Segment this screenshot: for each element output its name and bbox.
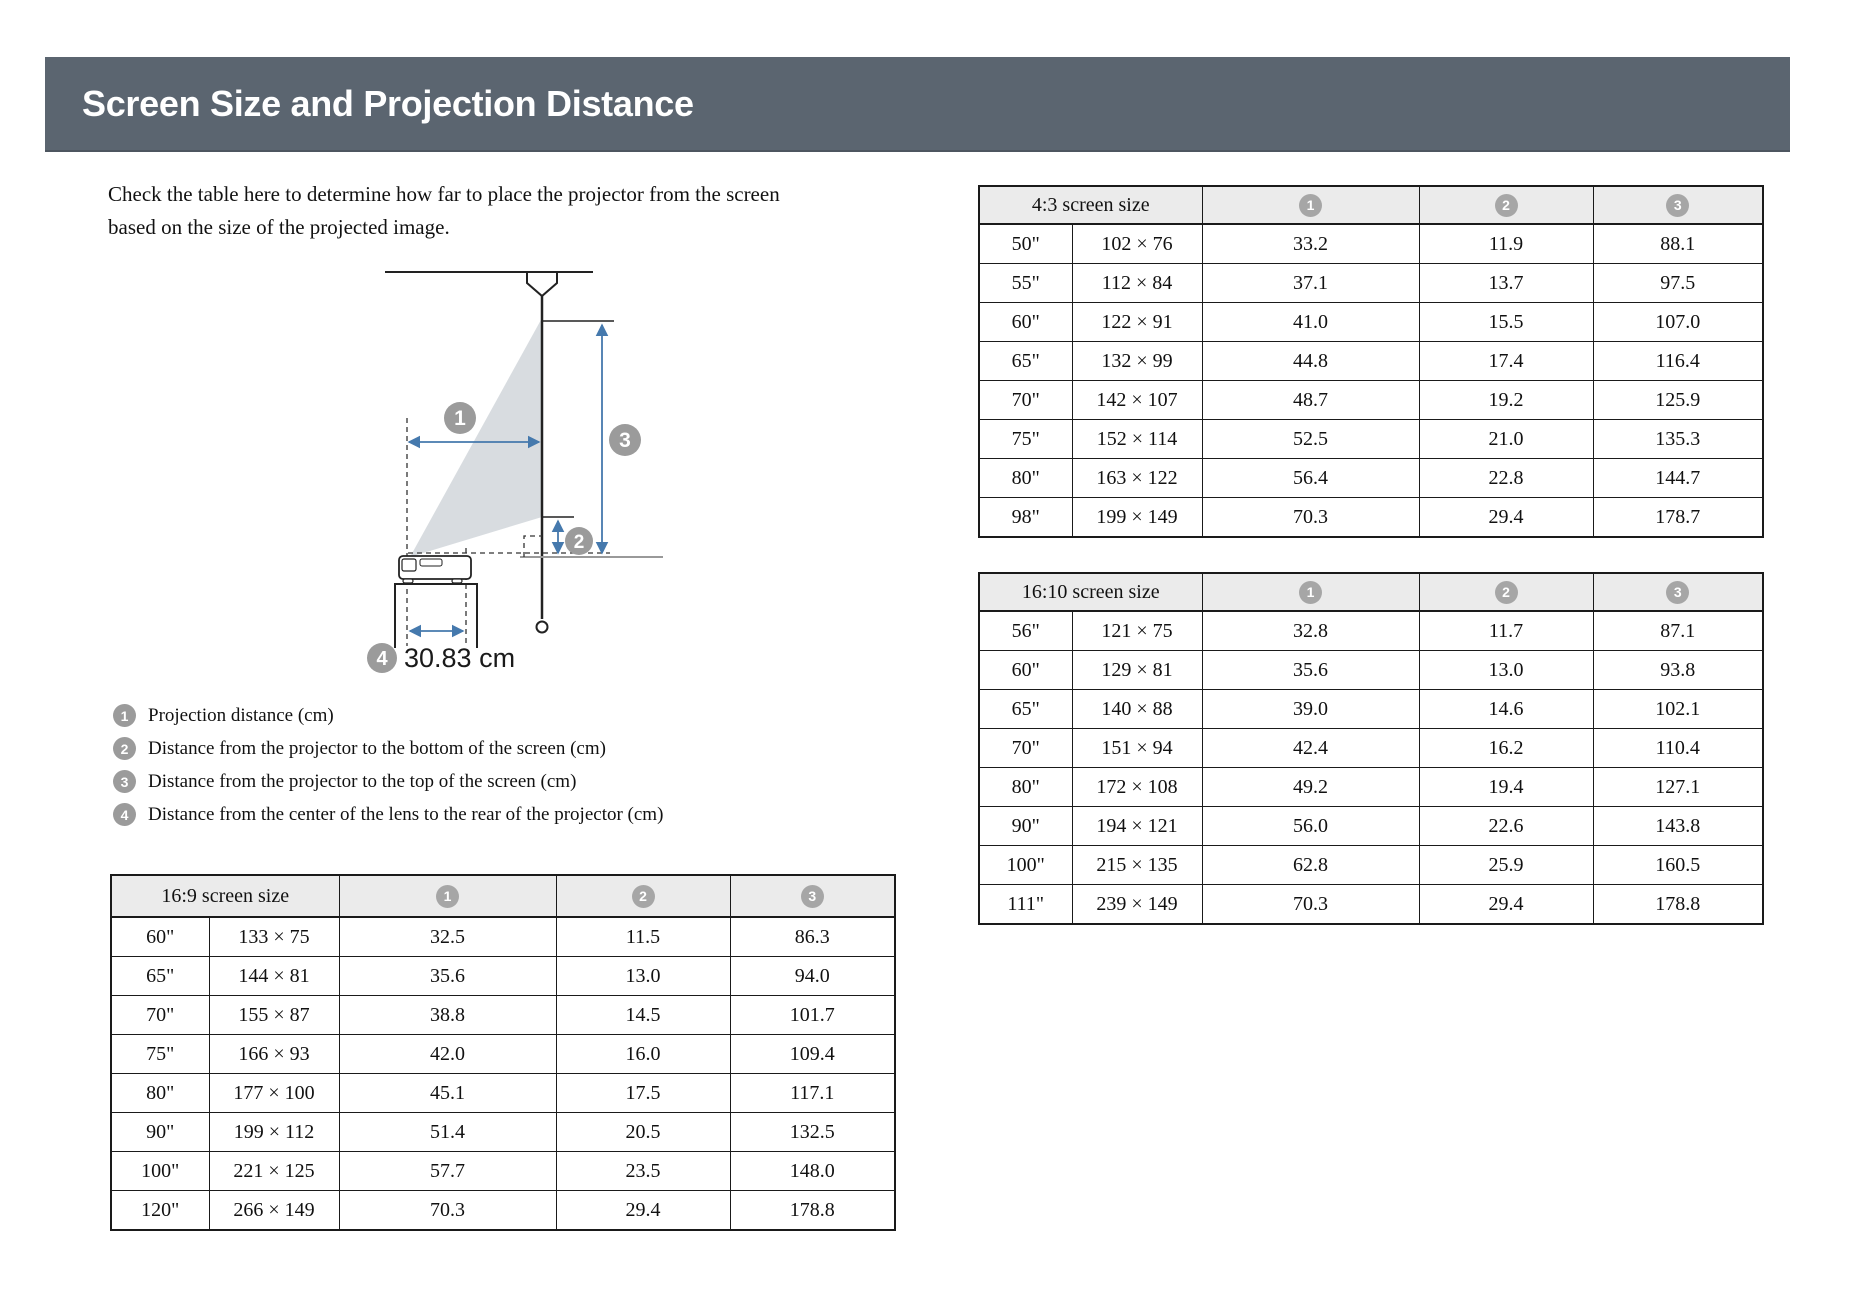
dashed-step <box>524 536 542 557</box>
top-distance-cell: 87.1 <box>1593 611 1763 651</box>
top-distance-cell: 107.0 <box>1593 303 1763 342</box>
size-cell: 80" <box>111 1074 209 1113</box>
dimensions-cell: 239 × 149 <box>1072 885 1202 925</box>
circled-number-icon: 1 <box>1299 581 1322 604</box>
size-cell: 120" <box>111 1191 209 1231</box>
projection-distance-cell: 41.0 <box>1202 303 1419 342</box>
top-distance-cell: 143.8 <box>1593 807 1763 846</box>
projection-distance-diagram <box>290 250 730 690</box>
bottom-distance-cell: 16.0 <box>556 1035 730 1074</box>
size-cell: 55" <box>979 264 1072 303</box>
callout-1 <box>444 402 476 434</box>
size-cell: 60" <box>979 651 1072 690</box>
dimensions-cell: 155 × 87 <box>209 996 339 1035</box>
bottom-distance-cell: 19.2 <box>1419 381 1593 420</box>
legend-item <box>113 803 663 826</box>
table-row <box>979 729 1763 768</box>
projection-distance-cell: 51.4 <box>339 1113 556 1152</box>
table-header-row <box>111 875 895 917</box>
size-cell: 75" <box>111 1035 209 1074</box>
size-cell: 56" <box>979 611 1072 651</box>
circled-number-icon: 1 <box>436 885 459 908</box>
top-distance-cell: 86.3 <box>730 917 895 957</box>
measurement-legend <box>113 704 663 826</box>
projection-distance-cell: 33.2 <box>1202 224 1419 264</box>
table-row <box>111 1074 895 1113</box>
legend-number-badge: 3 <box>113 770 136 793</box>
table-title-cell: 4:3 screen size <box>979 186 1202 224</box>
projection-distance-cell: 52.5 <box>1202 420 1419 459</box>
top-distance-cell: 117.1 <box>730 1074 895 1113</box>
table-row <box>111 957 895 996</box>
col-header-bottom-distance <box>556 875 730 917</box>
table-row <box>979 885 1763 925</box>
table-row <box>111 1152 895 1191</box>
top-distance-cell: 102.1 <box>1593 690 1763 729</box>
bottom-distance-cell: 13.0 <box>1419 651 1593 690</box>
size-cell: 65" <box>979 342 1072 381</box>
bottom-distance-cell: 17.5 <box>556 1074 730 1113</box>
dimensions-cell: 112 × 84 <box>1072 264 1202 303</box>
dimensions-cell: 152 × 114 <box>1072 420 1202 459</box>
lens-to-rear-distance-label: 30.83 cm <box>404 643 516 673</box>
size-cell: 100" <box>979 846 1072 885</box>
size-cell: 98" <box>979 498 1072 538</box>
legend-item <box>113 737 663 760</box>
dimensions-cell: 194 × 121 <box>1072 807 1202 846</box>
size-cell: 70" <box>979 381 1072 420</box>
bottom-distance-cell: 29.4 <box>556 1191 730 1231</box>
bottom-distance-cell: 13.0 <box>556 957 730 996</box>
bottom-distance-cell: 15.5 <box>1419 303 1593 342</box>
intro-line: based on the size of the projected image. <box>108 215 450 239</box>
bottom-distance-cell: 11.5 <box>556 917 730 957</box>
intro-line: Check the table here to determine how far to place the projector from the screen <box>108 182 780 206</box>
svg-text:4: 4 <box>376 648 388 670</box>
top-distance-cell: 109.4 <box>730 1035 895 1074</box>
table-row <box>979 342 1763 381</box>
dimensions-cell: 142 × 107 <box>1072 381 1202 420</box>
size-cell: 70" <box>111 996 209 1035</box>
col-header-bottom-distance <box>1419 573 1593 611</box>
top-distance-cell: 160.5 <box>1593 846 1763 885</box>
dimensions-cell: 102 × 76 <box>1072 224 1202 264</box>
size-cell: 100" <box>111 1152 209 1191</box>
bottom-distance-cell: 19.4 <box>1419 768 1593 807</box>
bottom-distance-cell: 11.9 <box>1419 224 1593 264</box>
size-cell: 60" <box>111 917 209 957</box>
projection-distance-cell: 42.0 <box>339 1035 556 1074</box>
table-row <box>979 498 1763 538</box>
projector-drawing <box>399 556 471 583</box>
table-row <box>979 381 1763 420</box>
dimensions-cell: 151 × 94 <box>1072 729 1202 768</box>
projection-distance-cell: 39.0 <box>1202 690 1419 729</box>
top-distance-cell: 88.1 <box>1593 224 1763 264</box>
table-row <box>979 303 1763 342</box>
projection-distance-cell: 48.7 <box>1202 381 1419 420</box>
callout-3 <box>609 424 641 456</box>
svg-text:1: 1 <box>454 407 466 430</box>
dimensions-cell: 221 × 125 <box>209 1152 339 1191</box>
legend-number-badge: 4 <box>113 803 136 826</box>
dimensions-cell: 129 × 81 <box>1072 651 1202 690</box>
top-distance-cell: 178.7 <box>1593 498 1763 538</box>
projection-distance-cell: 32.8 <box>1202 611 1419 651</box>
size-cell: 75" <box>979 420 1072 459</box>
circled-number-icon: 3 <box>1666 581 1689 604</box>
table-row <box>979 420 1763 459</box>
page-title: Screen Size and Projection Distance <box>82 82 694 124</box>
circled-number-icon: 1 <box>1299 194 1322 217</box>
size-cell: 80" <box>979 459 1072 498</box>
dimensions-cell: 121 × 75 <box>1072 611 1202 651</box>
col-header-projection-distance <box>1202 573 1419 611</box>
screen-size-table-16-10 <box>978 572 1764 925</box>
projection-distance-cell: 70.3 <box>1202 498 1419 538</box>
projection-distance-cell: 37.1 <box>1202 264 1419 303</box>
top-distance-cell: 178.8 <box>1593 885 1763 925</box>
col-header-projection-distance <box>339 875 556 917</box>
dimensions-cell: 122 × 91 <box>1072 303 1202 342</box>
size-cell: 70" <box>979 729 1072 768</box>
top-distance-cell: 127.1 <box>1593 768 1763 807</box>
screen-pull-ring <box>537 622 548 633</box>
circled-number-icon: 2 <box>1495 194 1518 217</box>
table-row <box>979 264 1763 303</box>
dimensions-cell: 199 × 149 <box>1072 498 1202 538</box>
table-row <box>979 224 1763 264</box>
size-cell: 60" <box>979 303 1072 342</box>
size-cell: 90" <box>111 1113 209 1152</box>
top-distance-cell: 93.8 <box>1593 651 1763 690</box>
dimensions-cell: 144 × 81 <box>209 957 339 996</box>
legend-text: Distance from the center of the lens to the rear of the projector (cm) <box>148 803 664 825</box>
table-header-row <box>979 573 1763 611</box>
top-distance-cell: 132.5 <box>730 1113 895 1152</box>
size-cell: 90" <box>979 807 1072 846</box>
top-distance-cell: 101.7 <box>730 996 895 1035</box>
callout-2 <box>565 527 593 555</box>
dimensions-cell: 163 × 122 <box>1072 459 1202 498</box>
table-row <box>979 459 1763 498</box>
col-header-top-distance <box>1593 573 1763 611</box>
table-row <box>979 611 1763 651</box>
table-row <box>979 768 1763 807</box>
legend-text: Distance from the projector to the top of the screen (cm) <box>148 770 577 792</box>
top-distance-cell: 148.0 <box>730 1152 895 1191</box>
circled-number-icon: 2 <box>1495 581 1518 604</box>
projection-distance-cell: 45.1 <box>339 1074 556 1113</box>
table-title-cell: 16:9 screen size <box>111 875 339 917</box>
table-header-row <box>979 186 1763 224</box>
dimensions-cell: 266 × 149 <box>209 1191 339 1231</box>
table-title-cell: 16:10 screen size <box>979 573 1202 611</box>
projection-distance-cell: 56.0 <box>1202 807 1419 846</box>
projection-distance-cell: 42.4 <box>1202 729 1419 768</box>
table-row <box>979 807 1763 846</box>
bottom-distance-cell: 20.5 <box>556 1113 730 1152</box>
legend-number-badge: 1 <box>113 704 136 727</box>
table-row <box>979 846 1763 885</box>
size-cell: 111" <box>979 885 1072 925</box>
dimensions-cell: 215 × 135 <box>1072 846 1202 885</box>
col-header-top-distance <box>1593 186 1763 224</box>
col-header-projection-distance <box>1202 186 1419 224</box>
size-cell: 80" <box>979 768 1072 807</box>
top-distance-cell: 94.0 <box>730 957 895 996</box>
projection-distance-cell: 44.8 <box>1202 342 1419 381</box>
screen-size-table-16-9 <box>110 874 896 1231</box>
bottom-distance-cell: 22.6 <box>1419 807 1593 846</box>
bottom-distance-cell: 13.7 <box>1419 264 1593 303</box>
projection-distance-cell: 49.2 <box>1202 768 1419 807</box>
projection-distance-cell: 57.7 <box>339 1152 556 1191</box>
top-distance-cell: 135.3 <box>1593 420 1763 459</box>
svg-text:3: 3 <box>619 429 631 452</box>
dimensions-cell: 133 × 75 <box>209 917 339 957</box>
projection-distance-cell: 32.5 <box>339 917 556 957</box>
legend-item <box>113 704 663 727</box>
dimensions-cell: 140 × 88 <box>1072 690 1202 729</box>
intro-paragraph <box>108 178 948 244</box>
projection-distance-cell: 70.3 <box>1202 885 1419 925</box>
top-distance-cell: 144.7 <box>1593 459 1763 498</box>
legend-text: Projection distance (cm) <box>148 704 334 726</box>
dimensions-cell: 177 × 100 <box>209 1074 339 1113</box>
col-header-bottom-distance <box>1419 186 1593 224</box>
projection-cone <box>410 318 542 557</box>
bottom-distance-cell: 25.9 <box>1419 846 1593 885</box>
dimensions-cell: 132 × 99 <box>1072 342 1202 381</box>
legend-item <box>113 770 663 793</box>
table-row <box>111 996 895 1035</box>
table-row <box>111 1113 895 1152</box>
table-row <box>111 917 895 957</box>
projection-distance-cell: 56.4 <box>1202 459 1419 498</box>
dimensions-cell: 199 × 112 <box>209 1113 339 1152</box>
bottom-distance-cell: 14.6 <box>1419 690 1593 729</box>
screen-size-table-4-3 <box>978 185 1764 538</box>
dimensions-cell: 172 × 108 <box>1072 768 1202 807</box>
projection-distance-cell: 38.8 <box>339 996 556 1035</box>
callout-4 <box>367 643 397 673</box>
circled-number-icon: 2 <box>632 885 655 908</box>
screen-hanger <box>527 272 557 296</box>
bottom-distance-cell: 21.0 <box>1419 420 1593 459</box>
bottom-distance-cell: 29.4 <box>1419 498 1593 538</box>
bottom-distance-cell: 22.8 <box>1419 459 1593 498</box>
table-row <box>111 1191 895 1231</box>
circled-number-icon: 3 <box>801 885 824 908</box>
legend-number-badge: 2 <box>113 737 136 760</box>
top-distance-cell: 97.5 <box>1593 264 1763 303</box>
section-header-bar <box>45 57 1790 152</box>
projection-distance-cell: 70.3 <box>339 1191 556 1231</box>
bottom-distance-cell: 14.5 <box>556 996 730 1035</box>
bottom-distance-cell: 16.2 <box>1419 729 1593 768</box>
bottom-distance-cell: 17.4 <box>1419 342 1593 381</box>
table-row <box>111 1035 895 1074</box>
bottom-distance-cell: 29.4 <box>1419 885 1593 925</box>
top-distance-cell: 178.8 <box>730 1191 895 1231</box>
svg-text:2: 2 <box>573 532 585 553</box>
col-header-top-distance <box>730 875 895 917</box>
legend-text: Distance from the projector to the bottom of the screen (cm) <box>148 737 606 759</box>
circled-number-icon: 3 <box>1666 194 1689 217</box>
top-distance-cell: 116.4 <box>1593 342 1763 381</box>
top-distance-cell: 110.4 <box>1593 729 1763 768</box>
top-distance-cell: 125.9 <box>1593 381 1763 420</box>
projection-distance-cell: 35.6 <box>339 957 556 996</box>
bottom-distance-cell: 23.5 <box>556 1152 730 1191</box>
table-row <box>979 651 1763 690</box>
projection-distance-cell: 62.8 <box>1202 846 1419 885</box>
table-row <box>979 690 1763 729</box>
size-cell: 65" <box>111 957 209 996</box>
projection-distance-cell: 35.6 <box>1202 651 1419 690</box>
size-cell: 65" <box>979 690 1072 729</box>
size-cell: 50" <box>979 224 1072 264</box>
bottom-distance-cell: 11.7 <box>1419 611 1593 651</box>
dimensions-cell: 166 × 93 <box>209 1035 339 1074</box>
